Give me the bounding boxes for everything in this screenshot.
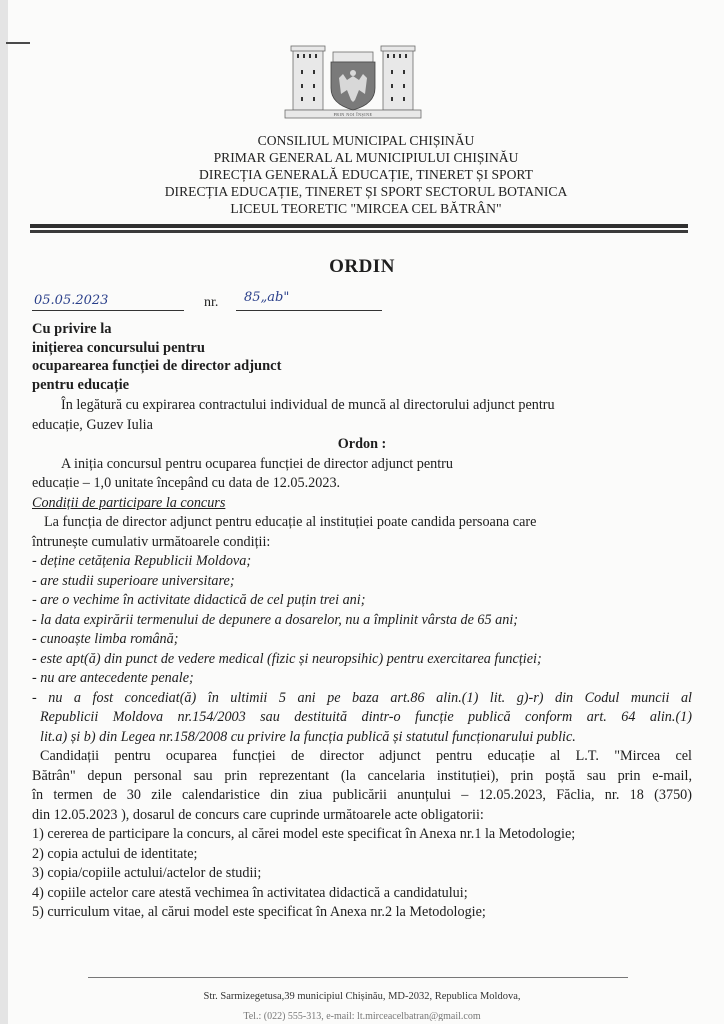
condition-item-dismissal-cont: Republicii Moldova nr.154/2003 sau destituită dintr-o funcție publică conform art. 64 alin.(1) (40, 709, 692, 725)
header-line-lyceum: LICEUL TEORETIC "MIRCEA CEL BĂTRÂN" (230, 201, 502, 216)
scan-mark (6, 42, 30, 44)
footer-contact: Tel.: (022) 555-313, e-mail: lt.mirceacelbatran@gmail.com (243, 1011, 481, 1021)
subject-line: inițierea concursului pentru (32, 339, 205, 356)
conditions-intro-line: întrunește cumulativ următoarele condiții: (32, 533, 271, 550)
candidates-paragraph-line: Candidații pentru ocuparea funcției de director adjunct pentru educație al L.T. "Mircea cel (40, 748, 692, 764)
condition-item: - la data expirării termenului de depunere a dosarelor, nu a împlinit vârsta de 65 ani; (32, 611, 518, 628)
conditions-intro-line: La funcția de director adjunct pentru educație al instituției poate candida persoana care (44, 514, 537, 530)
order-subject (32, 320, 281, 394)
subject-line: Cu privire la (32, 321, 112, 337)
subject-line: pentru educație (32, 376, 130, 393)
condition-item-dismissal: - nu a fost concediat(ă) în ultimii 5 ani pe baza art.86 alin.(1) lit. g)-r) din Codul muncii al (32, 689, 692, 706)
intro-paragraph-line: În legătură cu expirarea contractului individual de muncă al directorului adjunct pentru (61, 397, 555, 413)
ordon-heading: Ordon : (337, 436, 387, 452)
order-date-handwritten: 05.05.2023 (34, 293, 109, 308)
header-line-mayor: PRIMAR GENERAL AL MUNICIPIULUI CHIȘINĂU (213, 150, 519, 165)
conditions-heading: Condiții de participare la concurs (32, 494, 226, 511)
document-list-item: 5) curriculum vitae, al cărui model este specificat în Anexa nr.2 la Metodologie; (32, 904, 486, 920)
candidates-paragraph-line: Bătrân" depun personal sau prin reprezentant (la cancelaria instituției), prin poștă sau prin e-mail, (32, 767, 692, 784)
scan-edge (0, 0, 8, 1024)
condition-item: - deține cetățenia Republicii Moldova; (32, 553, 252, 569)
document-list-item: 3) copia/copiile actului/actelor de studii; (32, 865, 262, 881)
footer-divider (88, 977, 628, 978)
order-date-number-row (32, 290, 362, 315)
document-list-item: 4) copiile actelor care atestă vechimea în activitatea didactică a candidatului; (32, 884, 468, 901)
document-list-item: 2) copia actului de identitate; (32, 845, 198, 862)
condition-item: - are studii superioare universitare; (32, 572, 235, 589)
order-paragraph-line: A iniția concursul pentru ocuparea funcției de director adjunct pentru (61, 455, 453, 472)
date-underline (32, 310, 184, 311)
condition-item: - are o vechime în activitate didactică de cel puțin trei ani; (32, 592, 366, 608)
header-divider-thick (30, 224, 688, 228)
condition-item: - nu are antecedente penale; (32, 670, 194, 686)
header-line-council: CONSILIUL MUNICIPAL CHIȘINĂU (257, 133, 475, 148)
condition-item: - cunoaște limba română; (32, 631, 179, 647)
candidates-paragraph-line: în termen de 30 zile calendaristice din ziua publicării anunțului – 12.05.2023, Făclia, nr. 18 (3750) (32, 787, 692, 803)
condition-item-dismissal-cont: lit.a) și b) din Legea nr.158/2008 cu privire la funcția publică și statutul funcționarului public. (40, 728, 576, 745)
header-line-general-directorate: DIRECȚIA GENERALĂ EDUCAȚIE, TINERET ȘI SPORT (199, 167, 533, 182)
header-divider-thin (30, 230, 688, 233)
header-line-sector-directorate: DIRECȚIA EDUCAȚIE, TINERET ȘI SPORT SECTORUL BOTANICA (164, 184, 568, 199)
order-paragraph-line: educație – 1,0 unitate începând cu data de 12.05.2023. (32, 475, 341, 491)
footer-address: Str. Sarmizegetusa,39 municipiul Chișinău, MD-2032, Republica Moldova, (203, 991, 521, 1002)
order-body (32, 396, 692, 923)
order-title: ORDIN (329, 256, 395, 277)
condition-item: - este apt(ă) din punct de vedere medical (fizic și neuropsihic) pentru exercitarea funcției; (32, 650, 542, 667)
number-underline (236, 310, 382, 311)
subject-line: ocuparearea funcției de director adjunct (32, 358, 282, 374)
crest-motto: PRIN NOI ÎNȘINE (333, 112, 373, 117)
order-number-handwritten: 85„ab" (244, 290, 290, 305)
order-number-label: nr. (204, 295, 219, 310)
document-list-item: 1) cererea de participare la concurs, al cărei model este specificat în Anexa nr.1 la Metodologie; (32, 826, 576, 842)
candidates-paragraph-line: din 12.05.2023 ), dosarul de concurs care cuprinde următoarele acte obligatorii: (32, 806, 484, 823)
chisinau-coat-of-arms-logo (281, 40, 425, 124)
intro-paragraph-line: educație, Guzev Iulia (32, 416, 153, 433)
